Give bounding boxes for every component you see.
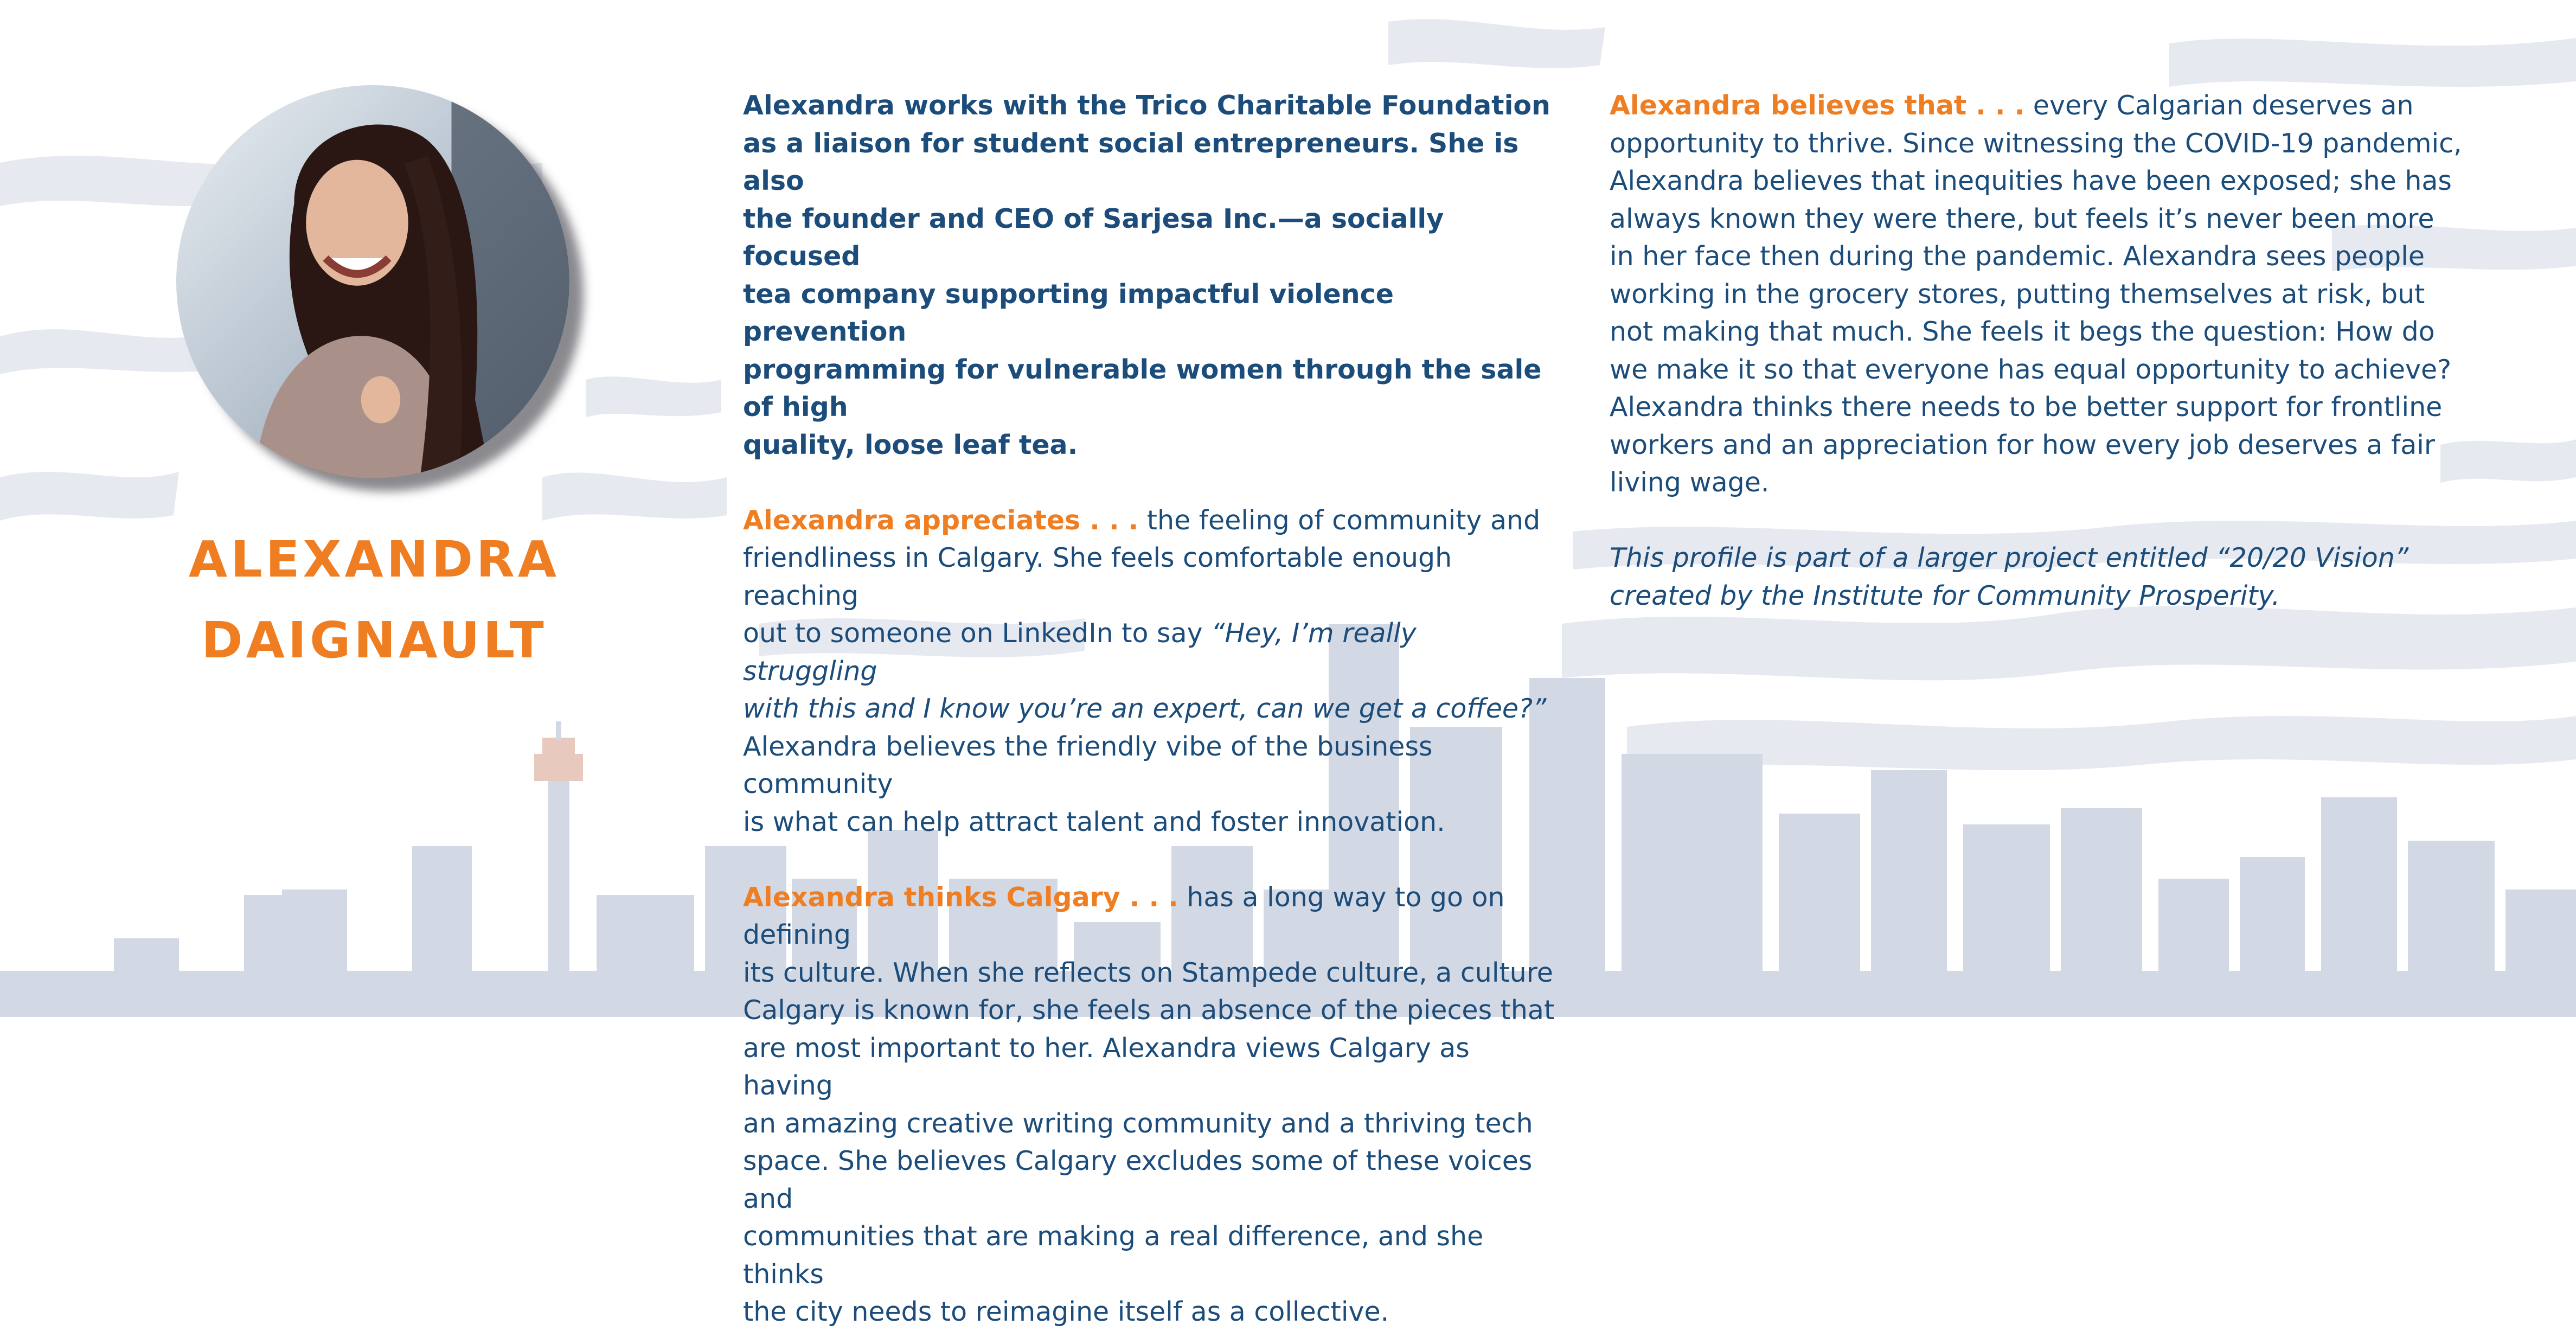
paragraph-line: every Calgarian deserves an bbox=[2024, 90, 2414, 121]
paragraph-line: are most important to her. Alexandra views Calgary as having bbox=[743, 1032, 1470, 1101]
profile-first-name: ALEXANDRA bbox=[188, 530, 560, 588]
footnote-line: created by the Institute for Community Prosperity. bbox=[1610, 580, 2280, 611]
thinks-paragraph bbox=[743, 879, 1556, 1331]
intro-line: programming for vulnerable women through the sale of high bbox=[743, 354, 1542, 423]
project-footnote bbox=[1610, 539, 2466, 615]
paragraph-line: in her face then during the pandemic. Alexandra sees people bbox=[1610, 241, 2425, 272]
profile-text-column-middle bbox=[743, 87, 1556, 1331]
paragraph-line: has a long way to go on defining bbox=[743, 881, 1505, 950]
paragraph-line: always known they were there, but feels it’s never been more bbox=[1610, 203, 2434, 234]
intro-line: the founder and CEO of Sarjesa Inc.—a socially focused bbox=[743, 203, 1444, 272]
paragraph-line: communities that are making a real difference, and she thinks bbox=[743, 1221, 1484, 1290]
paragraph-line: space. She believes Calgary excludes some of these voices and bbox=[743, 1146, 1533, 1214]
paragraph-line: Alexandra thinks there needs to be better support for frontline bbox=[1610, 392, 2443, 423]
quote-line: “Hey, I’m really struggling bbox=[743, 618, 1417, 687]
intro-line: tea company supporting impactful violence prevention bbox=[743, 278, 1394, 347]
paragraph-line: Alexandra believes the friendly vibe of the business community bbox=[743, 731, 1433, 799]
paragraph-line: an amazing creative writing community and a thriving tech bbox=[743, 1108, 1533, 1139]
appreciates-paragraph bbox=[743, 502, 1556, 841]
paragraph-line: its culture. When she reflects on Stampede culture, a culture bbox=[743, 957, 1553, 988]
paragraph-line: friendliness in Calgary. She feels comfortable enough reaching bbox=[743, 542, 1452, 611]
intro-paragraph bbox=[743, 87, 1556, 464]
profile-last-name: DAIGNAULT bbox=[201, 611, 547, 669]
paragraph-line: working in the grocery stores, putting themselves at risk, but bbox=[1610, 278, 2425, 310]
thinks-lead: Alexandra thinks Calgary . . . bbox=[743, 881, 1178, 913]
paragraph-line: Calgary is known for, she feels an absence of the pieces that bbox=[743, 995, 1555, 1026]
believes-lead: Alexandra believes that . . . bbox=[1610, 90, 2025, 121]
believes-paragraph bbox=[1610, 87, 2466, 502]
paragraph-line: the city needs to reimagine itself as a collective. bbox=[743, 1296, 1389, 1327]
quote-line: with this and I know you’re an expert, can we get a coffee?” bbox=[743, 693, 1547, 724]
intro-line: Alexandra works with the Trico Charitable Foundation bbox=[743, 90, 1550, 121]
profile-photo bbox=[176, 85, 569, 478]
profile-text-column-right bbox=[1610, 87, 2466, 615]
paragraph-line: we make it so that everyone has equal opportunity to achieve? bbox=[1610, 354, 2452, 385]
paragraph-line: the feeling of community and bbox=[1138, 504, 1541, 536]
portrait-photo-illustration bbox=[176, 85, 569, 478]
paragraph-line: workers and an appreciation for how every job deserves a fair bbox=[1610, 429, 2435, 460]
appreciates-lead: Alexandra appreciates . . . bbox=[743, 504, 1139, 536]
paragraph-line: not making that much. She feels it begs the question: How do bbox=[1610, 316, 2435, 347]
paragraph-line: living wage. bbox=[1610, 467, 1770, 498]
paragraph-line: Alexandra believes that inequities have been exposed; she has bbox=[1610, 165, 2452, 196]
intro-line: quality, loose leaf tea. bbox=[743, 429, 1078, 460]
paragraph-line: opportunity to thrive. Since witnessing the COVID-19 pandemic, bbox=[1610, 127, 2462, 159]
paragraph-line: out to someone on LinkedIn to say bbox=[743, 618, 1212, 649]
intro-line: as a liaison for student social entrepreneurs. She is also bbox=[743, 127, 1519, 196]
paragraph-line: is what can help attract talent and foster innovation. bbox=[743, 806, 1445, 837]
footnote-line: This profile is part of a larger project entitled “20/20 Vision” bbox=[1610, 542, 2409, 573]
